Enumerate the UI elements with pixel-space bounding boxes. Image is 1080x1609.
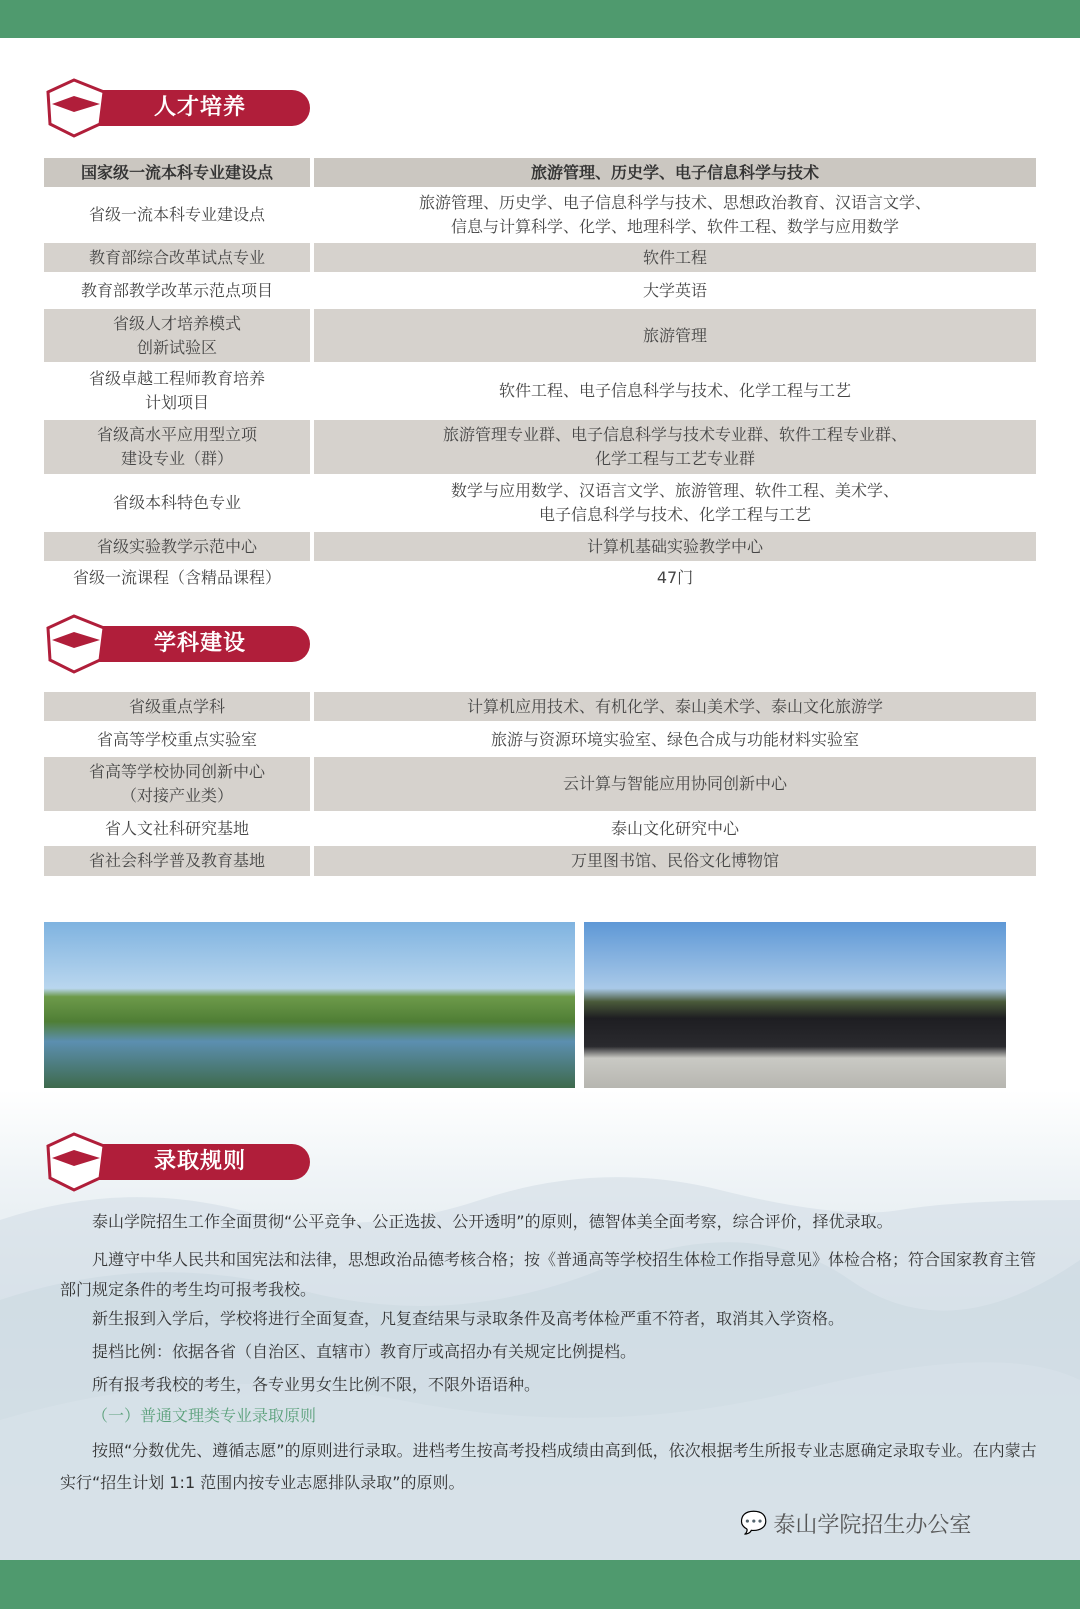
row-value: 数学与应用数学、汉语言文学、旅游管理、软件工程、美术学、 电子信息科学与技术、化学工程与工艺 [450, 480, 899, 524]
graduation-ceremony-photo [584, 922, 1006, 1088]
row-value: 计算机应用技术、有机化学、泰山美术学、泰山文化旅游学 [314, 692, 1036, 721]
row-label: 省级一流本科专业建设点 [88, 205, 265, 224]
table-row [44, 532, 1036, 561]
admission-paragraph: 所有报考我校的考生，各专业男女生比例不限，不限外语语种。 [92, 1375, 541, 1394]
table-row [44, 243, 1036, 272]
table-row [44, 158, 1036, 187]
table-row [44, 309, 1036, 362]
table-row [44, 757, 1036, 811]
row-label: 省高等学校协同创新中心 （对接产业类） [44, 757, 310, 811]
admission-paragraph: 提档比例：依据各省（自治区、直辖市）教育厅或高招办有关规定比例提档。 [92, 1342, 637, 1361]
row-label: 国家级一流本科专业建设点 [44, 158, 310, 187]
row-value: 旅游管理、历史学、电子信息科学与技术、思想政治教育、汉语言文学、 信息与计算科学、化学、地理科学、软件工程、数学与应用数学 [418, 193, 931, 236]
table-row [44, 725, 1036, 754]
top-bar [0, 0, 1080, 38]
admission-paragraph: 凡遵守中华人民共和国宪法和法律，思想政治品德考核合格；按《普通高等学校招生体检工作指导意见》体检合格；符合国家教育主管部门规定条件的考生均可报考我校。 [60, 1250, 1037, 1299]
graduation-cap-icon [44, 78, 108, 140]
table-row [44, 477, 1036, 528]
table-row [44, 564, 1036, 592]
row-value: 计算机基础实验教学中心 [314, 532, 1036, 561]
row-value: 旅游管理专业群、电子信息科学与技术专业群、软件工程专业群、 化学工程与工艺专业群 [314, 420, 1036, 474]
row-label: 省高等学校重点实验室 [96, 729, 257, 749]
row-value: 云计算与智能应用协同创新中心 [314, 757, 1036, 811]
row-value: 旅游管理 [314, 309, 1036, 362]
admission-paragraph: 新生报到入学后，学校将进行全面复查，凡复查结果与录取条件及高考体检严重不符者，取消其入学资格。 [92, 1309, 845, 1328]
row-label: 省级卓越工程师教育培养 计划项目 [88, 368, 265, 412]
row-label: 省级高水平应用型立项 建设专业（群） [44, 420, 310, 474]
row-value: 万里图书馆、民俗文化博物馆 [314, 846, 1036, 876]
row-value: 47门 [656, 568, 694, 587]
section-title: 人才培养 [84, 90, 310, 126]
admission-paragraph: 按照“分数优先、遵循志愿”的原则进行录取。进档考生按高考投档成绩由高到低，依次根据考生所报专业志愿确定录取专业。在内蒙古实行“招生计划 1:1 范围内按专业志愿排队录取”的原则。 [60, 1441, 1037, 1492]
graduation-cap-icon [44, 614, 108, 676]
row-label: 省级重点学科 [44, 692, 310, 721]
row-value: 软件工程 [314, 243, 1036, 272]
section-header-admission [44, 1132, 274, 1192]
row-label: 省社会科学普及教育基地 [44, 846, 310, 876]
row-value: 旅游管理、历史学、电子信息科学与技术 [314, 158, 1036, 187]
section-header-talent [44, 78, 274, 138]
section-header-discipline [44, 614, 274, 674]
row-value: 泰山文化研究中心 [610, 818, 739, 838]
admission-paragraph: 泰山学院招生工作全面贯彻“公平竞争、公正选拔、公开透明”的原则，德智体美全面考察，综合评价，择优录取。 [92, 1212, 893, 1231]
watermark-text: 泰山学院招生办公室 [773, 1513, 972, 1538]
table-row [44, 420, 1036, 474]
bottom-bar [0, 1560, 1080, 1609]
section-title: 学科建设 [84, 626, 310, 662]
row-label: 省级实验教学示范中心 [44, 532, 310, 561]
table-row [44, 692, 1036, 721]
graduation-cap-icon [44, 1132, 108, 1194]
table-row [44, 814, 1036, 843]
row-label: 省人文社科研究基地 [104, 818, 249, 838]
admission-subheading: （一）普通文理类专业录取原则 [92, 1406, 317, 1425]
table-row [44, 846, 1036, 876]
row-label: 教育部教学改革示范点项目 [80, 280, 273, 300]
row-label: 省级本科特色专业 [112, 492, 241, 512]
section-title: 录取规则 [84, 1144, 310, 1180]
table-row [44, 276, 1036, 305]
table-row [44, 365, 1036, 416]
row-value: 旅游与资源环境实验室、绿色合成与功能材料实验室 [490, 729, 859, 749]
row-label: 教育部综合改革试点专业 [44, 243, 310, 272]
row-value: 大学英语 [642, 280, 707, 300]
watermark [740, 1508, 971, 1539]
row-value: 软件工程、电子信息科学与技术、化学工程与工艺 [498, 380, 851, 400]
table-row [44, 190, 1036, 240]
wechat-icon: 💬 [740, 1511, 768, 1536]
row-label: 省级人才培养模式 创新试验区 [44, 309, 310, 362]
row-label: 省级一流课程（含精品课程） [72, 568, 281, 587]
campus-lake-photo [44, 922, 575, 1088]
